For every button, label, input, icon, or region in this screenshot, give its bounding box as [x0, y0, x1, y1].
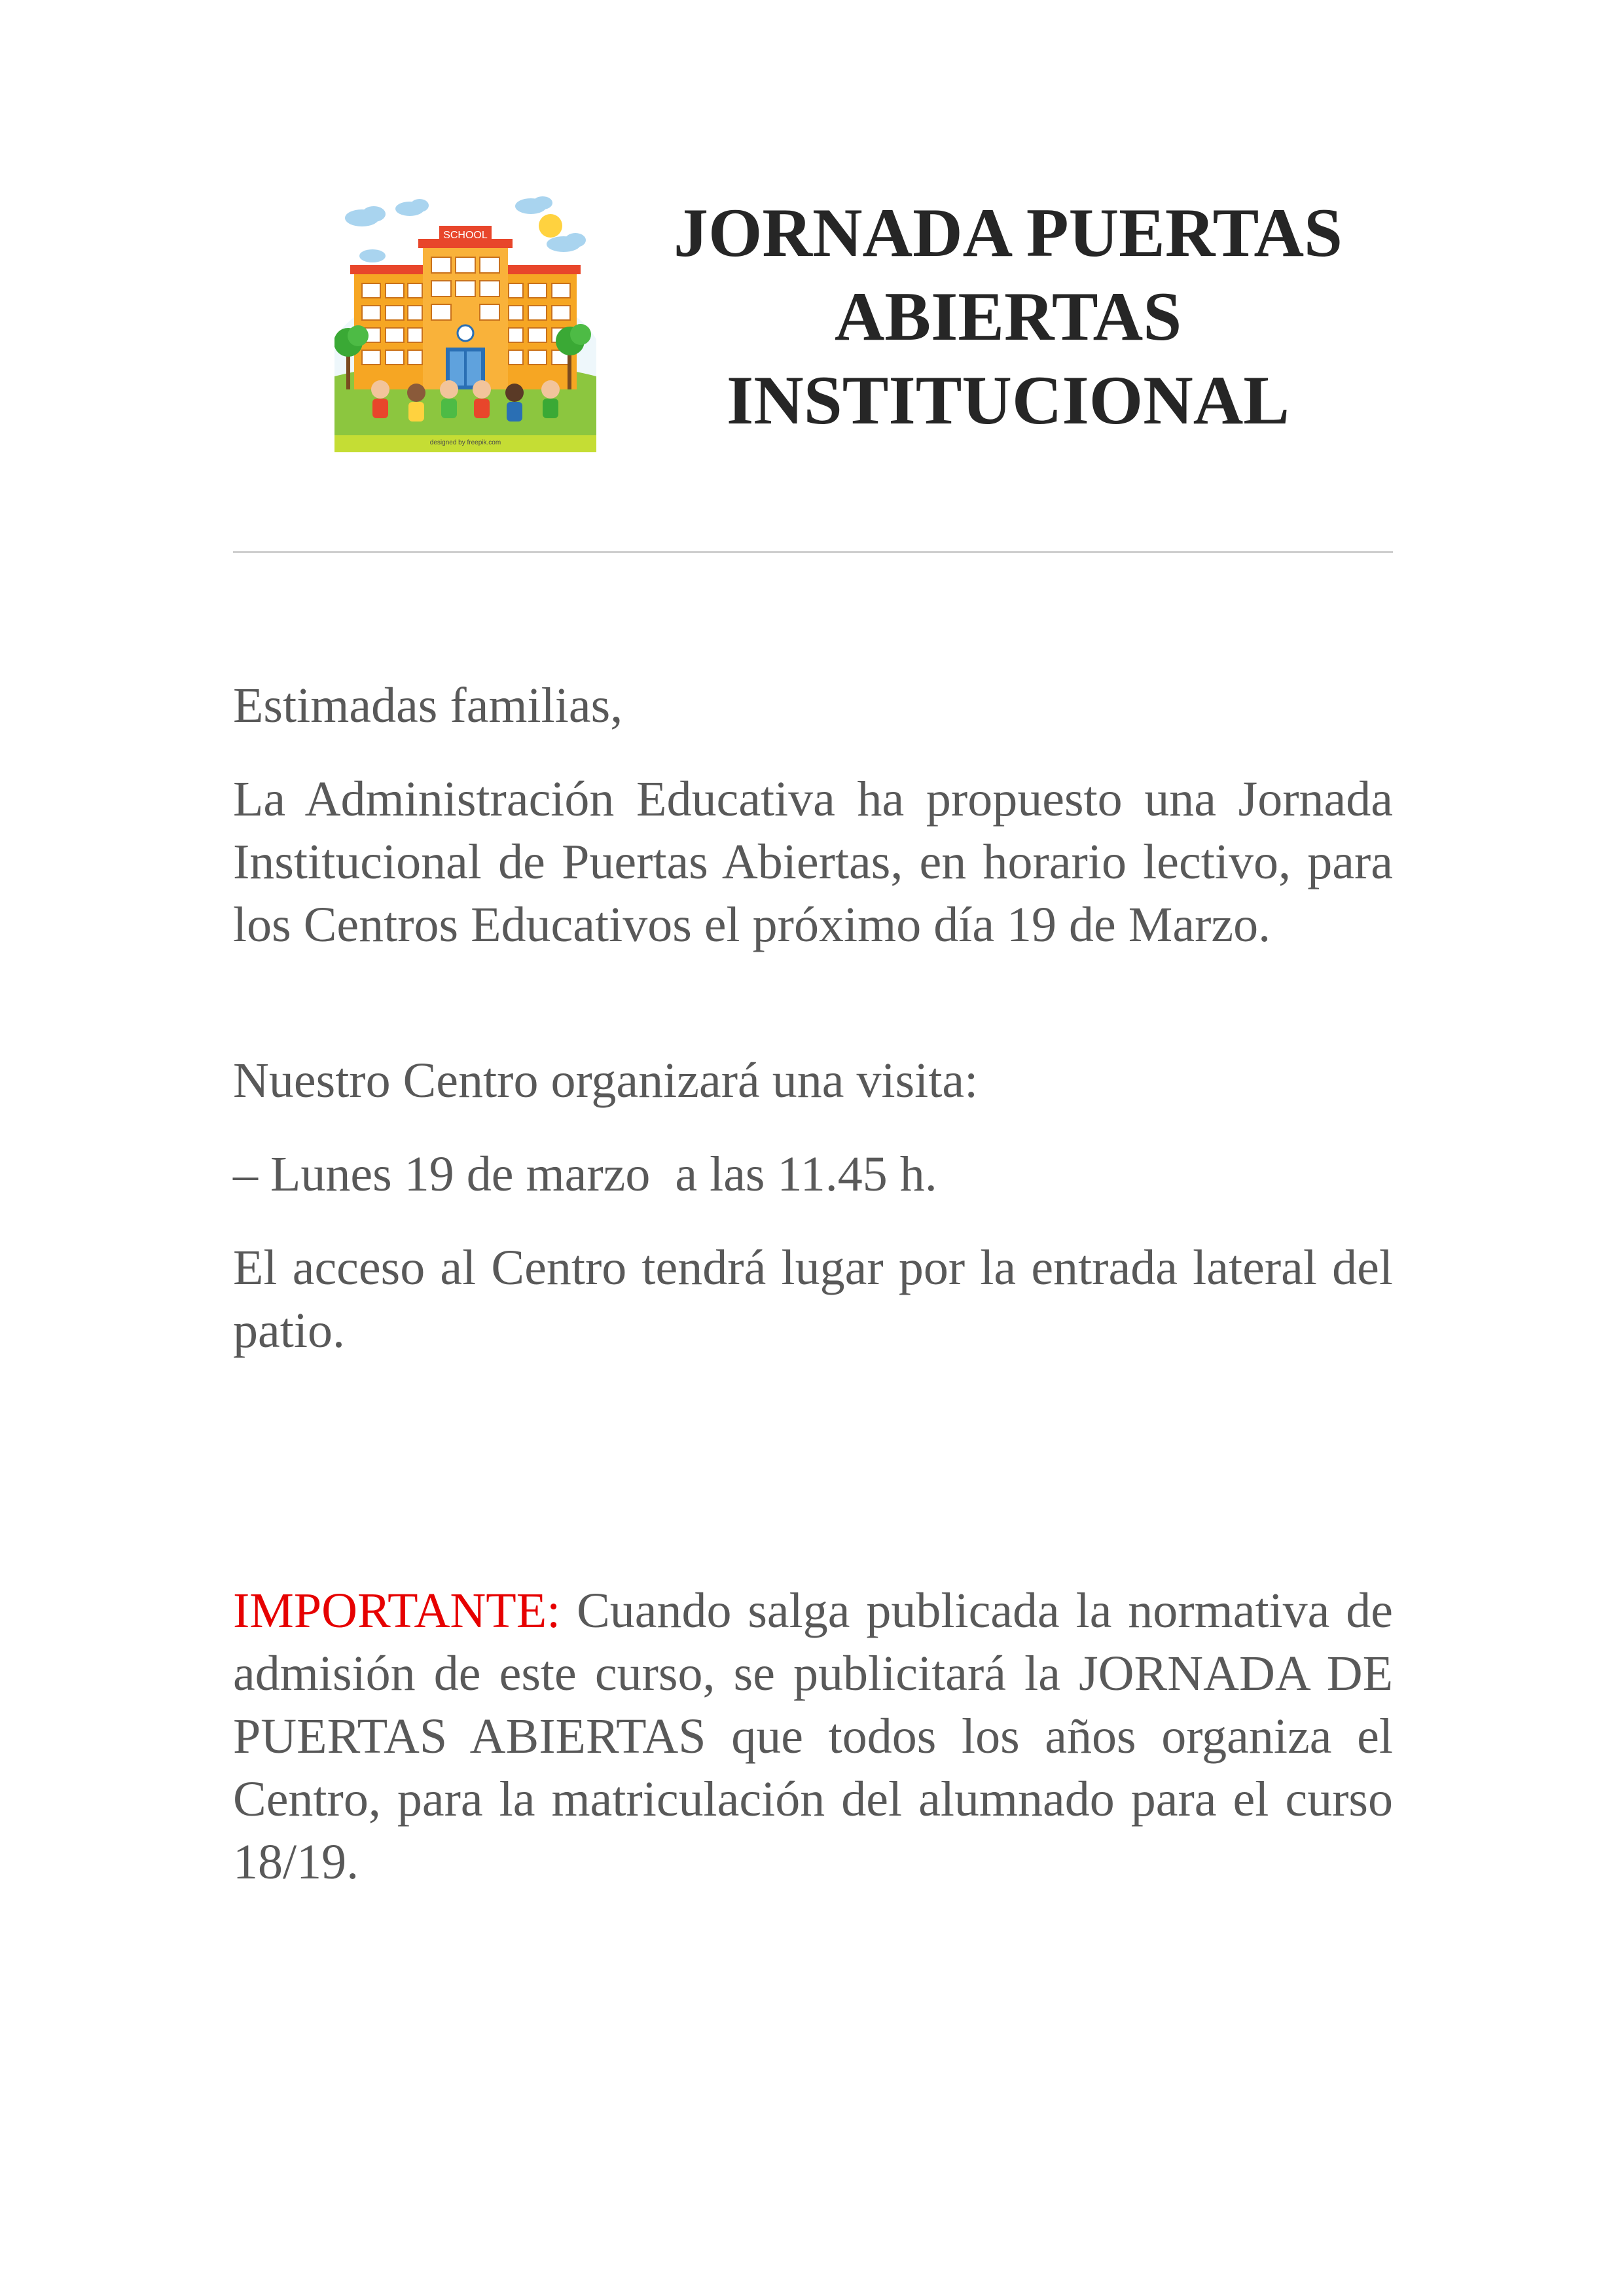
- page-title: [628, 191, 1388, 442]
- access-paragraph: El acceso al Centro tendrá lugar por la entrada lateral del patio.: [233, 1240, 1393, 1358]
- logo-credit-text: designed by freepik.com: [429, 439, 501, 446]
- school-logo-image: [334, 193, 596, 452]
- title-line-3: INSTITUCIONAL: [726, 362, 1290, 439]
- important-text: Cuando salga publicada la normativa de admisión de este curso, se publicitará la JORNADA DE PUERTAS ABIERTAS que todos los años organiza el Centro, para la matriculación del alumnado para el curso 18/19.: [233, 1583, 1393, 1890]
- admin-paragraph: La Administración Educativa ha propuesto una Jornada Institucional de Puertas Abiertas, en horario lectivo, para los Centros Educativos el próximo día 19 de Marzo.: [233, 772, 1393, 952]
- important-paragraph: [233, 1579, 1393, 1893]
- title-line-2: ABIERTAS: [834, 278, 1182, 355]
- school-sign-text: SCHOOL: [443, 230, 488, 241]
- visit-intro-text: Nuestro Centro organizará una visita:: [233, 1053, 979, 1108]
- horizontal-divider: [233, 551, 1393, 553]
- visit-date-text: – Lunes 19 de marzo a las 11.45 h.: [233, 1147, 937, 1202]
- title-line-1: JORNADA PUERTAS: [673, 194, 1343, 271]
- greeting-text: Estimadas familias,: [233, 678, 623, 733]
- important-label: IMPORTANTE:: [233, 1583, 561, 1638]
